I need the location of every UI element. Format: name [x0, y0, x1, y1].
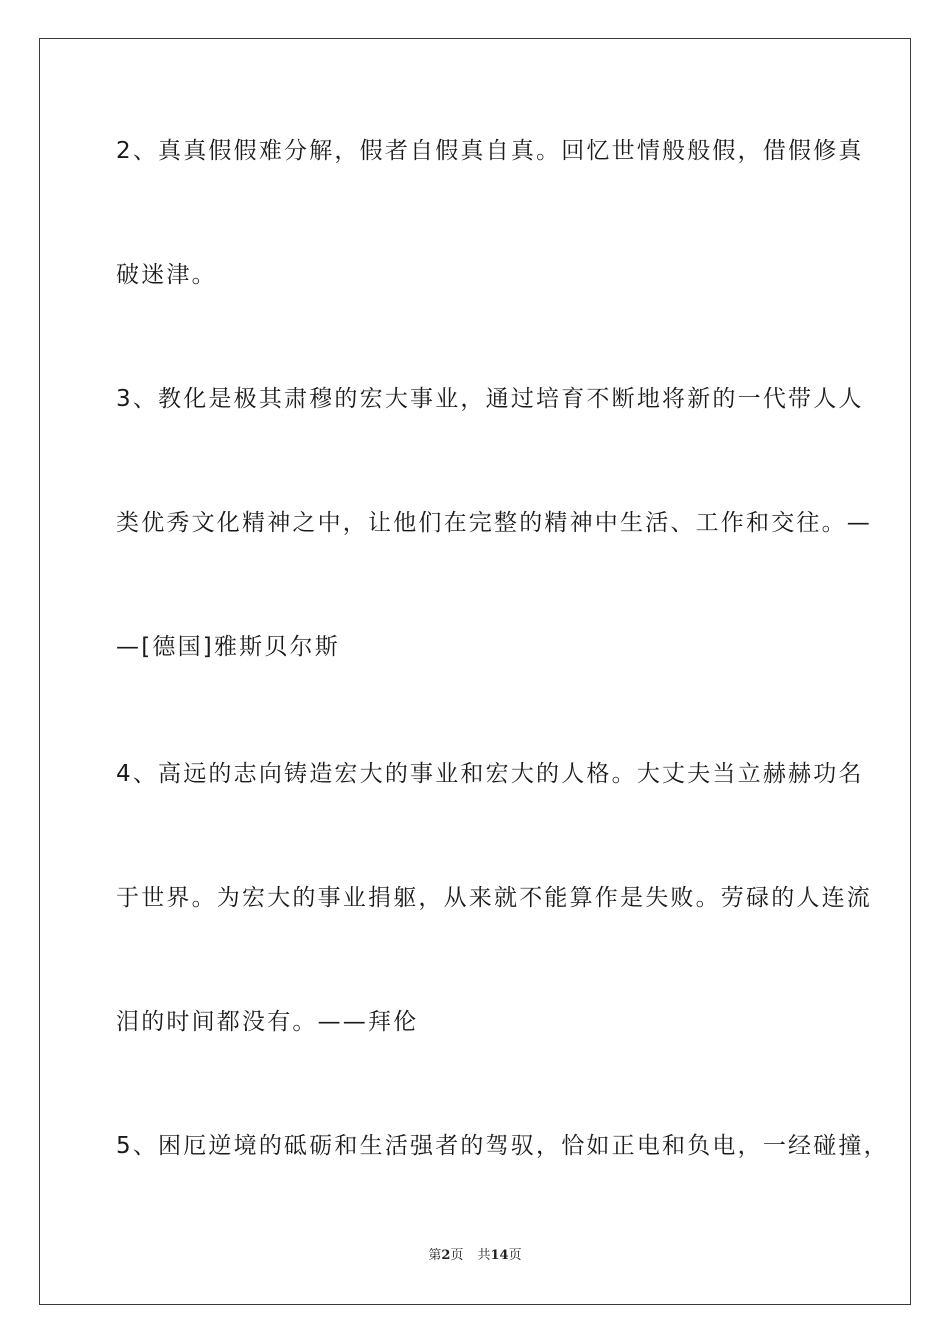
page-suffix: 页: [450, 1248, 464, 1263]
text-line: 泪的时间都没有。——拜伦: [116, 1009, 419, 1035]
total-suffix: 页: [508, 1248, 522, 1263]
page-prefix: 第: [428, 1248, 442, 1263]
text-line: 2、真真假假难分解，假者自假真自真。回忆世情般般假，借假修真: [116, 138, 864, 164]
text-line: 破迷津。: [116, 262, 217, 288]
page-footer: [0, 1248, 950, 1264]
text-line: 3、教化是极其肃穆的宏大事业，通过培育不断地将新的一代带人人: [116, 386, 864, 412]
page-frame: [39, 38, 911, 1305]
page-current: 2: [441, 1248, 451, 1263]
text-line: —[德国]雅斯贝尔斯: [116, 634, 340, 660]
text-line: 于世界。为宏大的事业捐躯，从来就不能算作是失败。劳碌的人连流: [116, 885, 872, 911]
text-line: 4、高远的志向铸造宏大的事业和宏大的人格。大丈夫当立赫赫功名: [116, 761, 864, 787]
total-prefix: 共: [477, 1248, 491, 1263]
text-line: 类优秀文化精神之中，让他们在完整的精神中生活、工作和交往。—: [116, 510, 872, 536]
page-total: 14: [490, 1248, 509, 1263]
text-line: 5、困厄逆境的砥砺和生活强者的驾驭，恰如正电和负电，一经碰撞，: [116, 1133, 889, 1159]
